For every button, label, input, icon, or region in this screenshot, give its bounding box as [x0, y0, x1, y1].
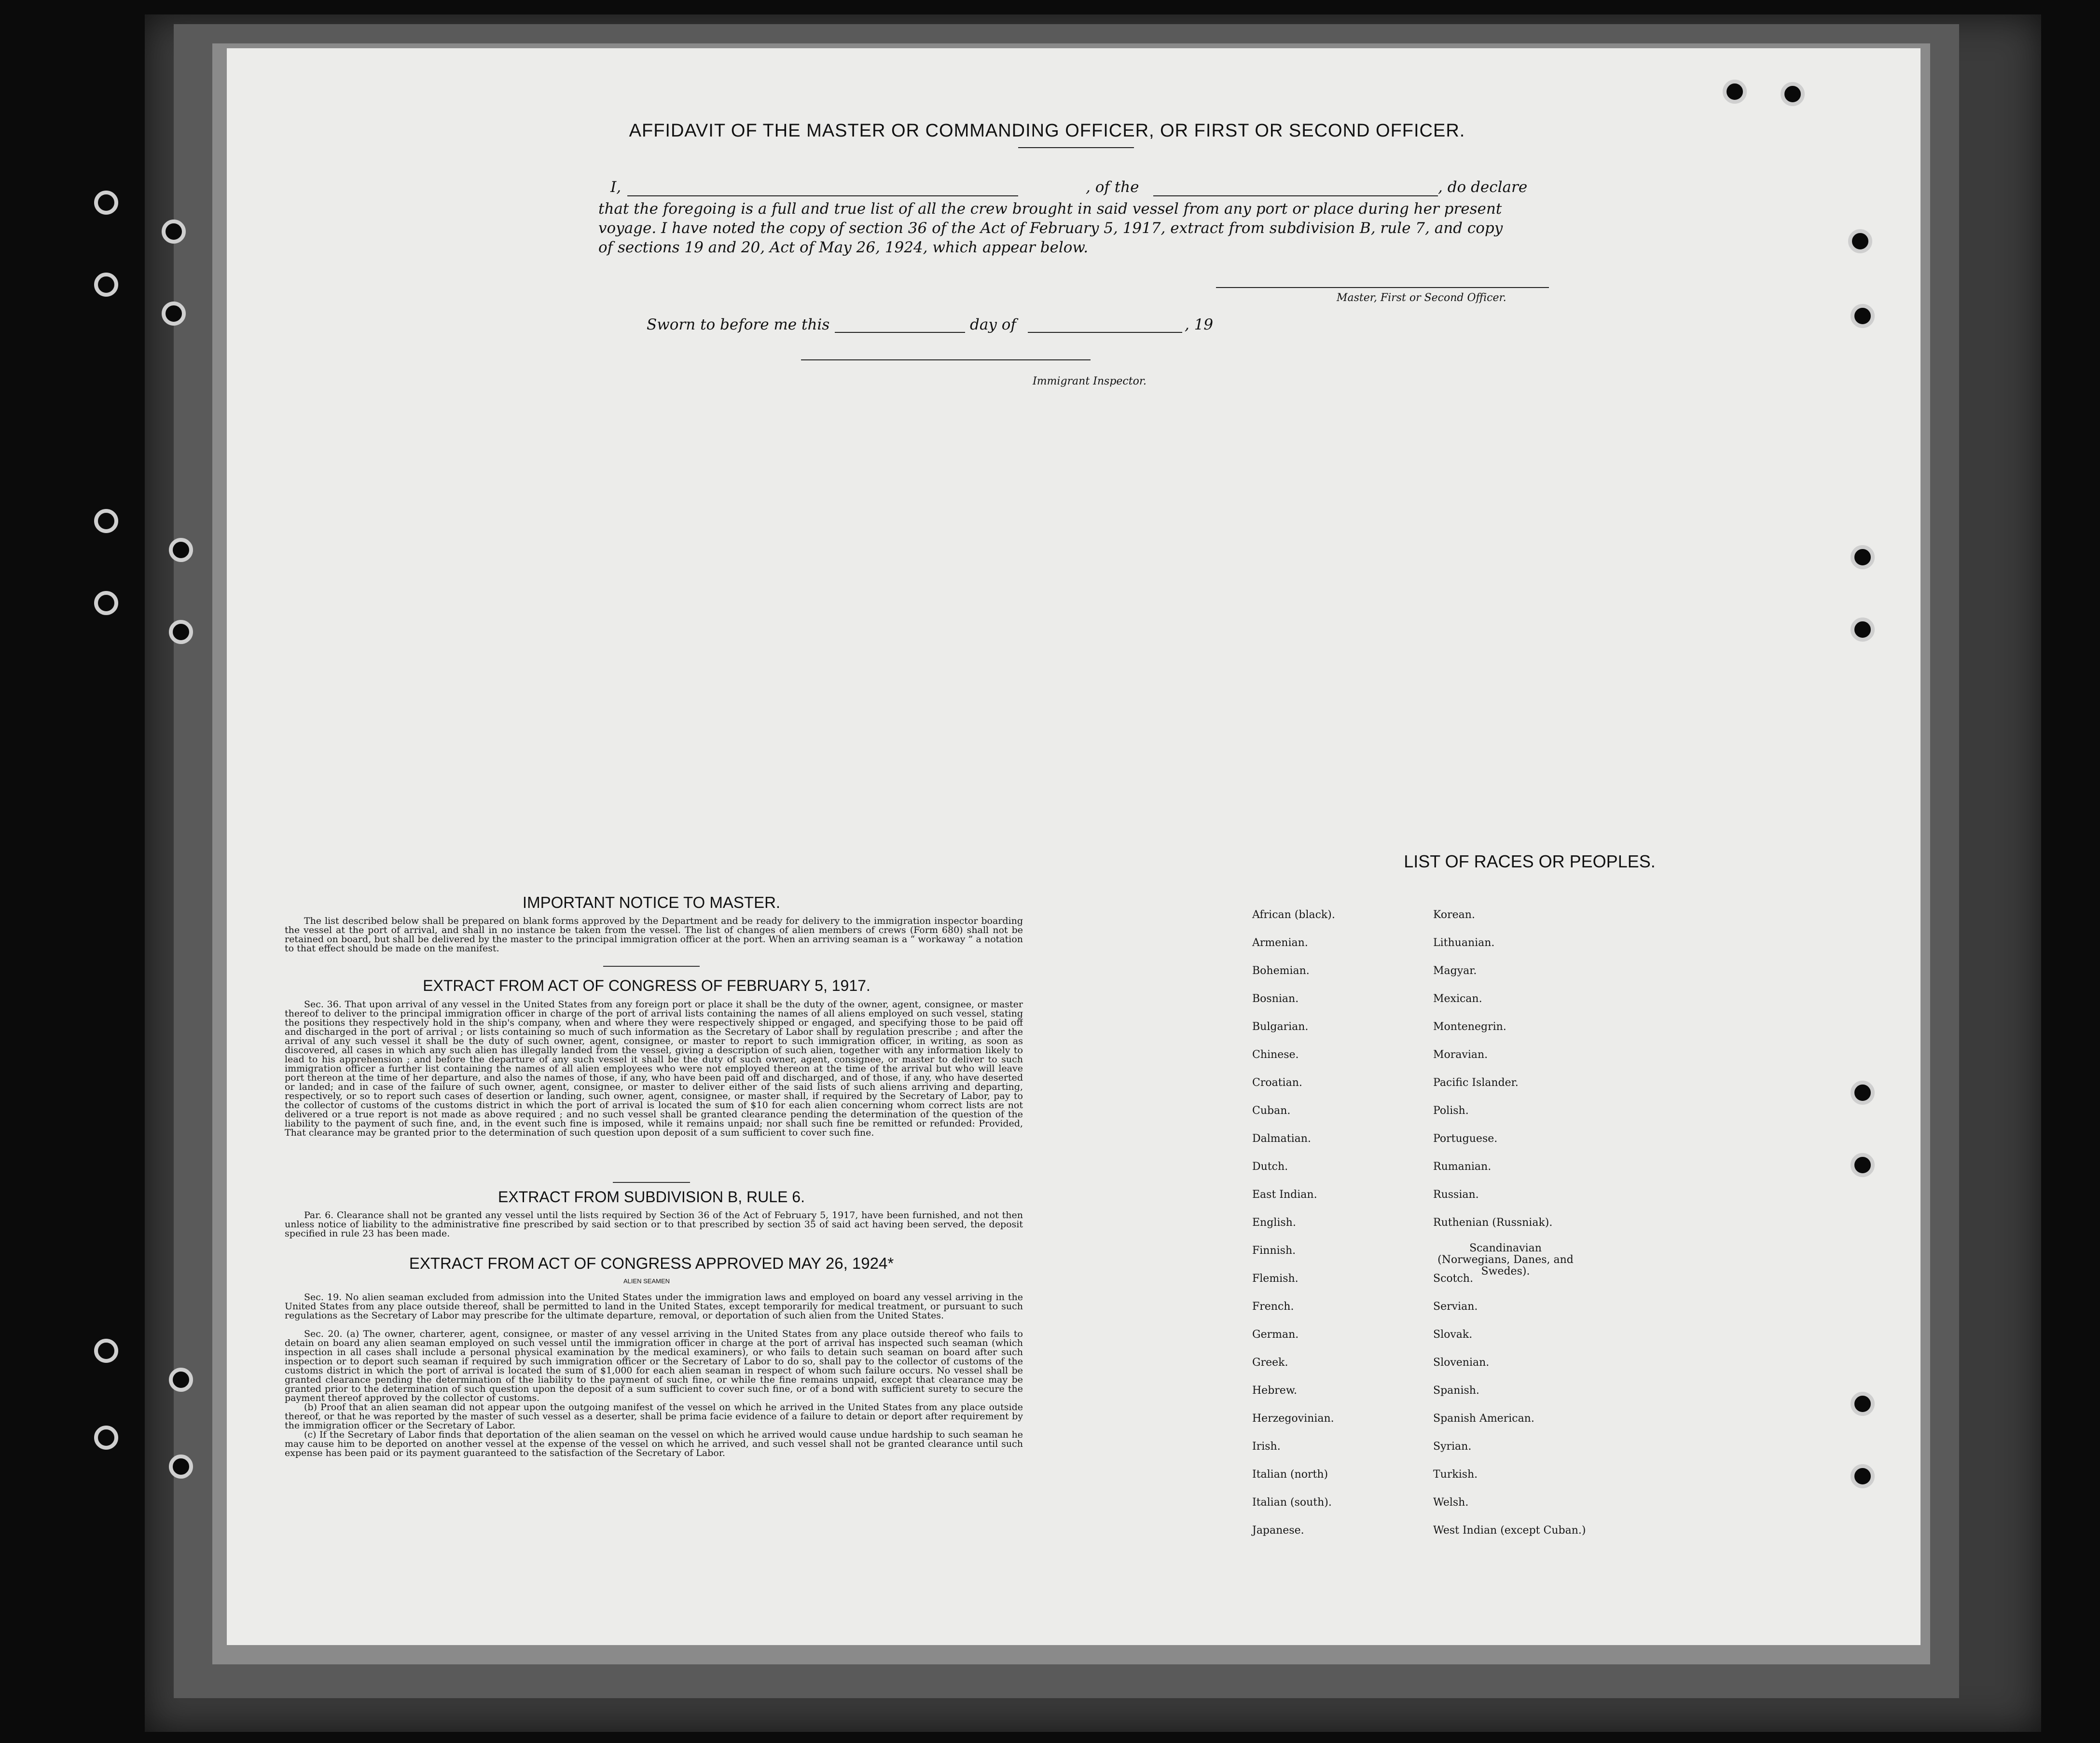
race-left-item: Bohemian.	[1252, 965, 1310, 977]
page-hole	[1851, 618, 1875, 642]
extract-1924-title: EXTRACT FROM ACT OF CONGRESS APPROVED MAY 26, 1924*	[409, 1254, 894, 1272]
day-of-label: day of	[970, 316, 1016, 333]
race-left-item: Armenian.	[1252, 937, 1308, 949]
page-hole	[1851, 1392, 1875, 1416]
race-left-item: Hebrew.	[1252, 1385, 1298, 1397]
race-right-item: Scotch.	[1433, 1273, 1473, 1285]
binder-hole	[94, 273, 118, 297]
notice-title: IMPORTANT NOTICE TO MASTER.	[522, 893, 781, 911]
notice-body: The list described below shall be prepared on blank forms approved by the Department and be ready for delivery to the immigration inspector boarding the vessel at the port of arrival, and shall in no instance be taken from the vessel. The list of changes of alien members of crews (Form 680) shall not be retained on board, but shall be delivered by the master to the principal immigration officer at the port. When an arriving seaman is a “ workaway ” a notation to that effect should be made on the manifest.	[285, 917, 1023, 954]
page-hole	[1851, 1153, 1875, 1177]
binder-hole	[94, 509, 118, 533]
race-left-item: Cuban.	[1252, 1105, 1291, 1117]
race-left-item: Irish.	[1252, 1441, 1281, 1453]
binder-hole	[94, 1339, 118, 1363]
race-right-item: Portuguese.	[1433, 1133, 1498, 1145]
extract-1924-sec20c: (c) If the Secretary of Labor finds that deportation of the alien seaman on the vessel on which he arrived would cause undue hardship to such seaman he may cause him to be deported on another vessel at the expense of the vessel on which he arrived, and such vessel shall not be granted clearance until such expense has been paid or its payment guaranteed to the satisfaction of the Secretary of Labor.	[285, 1430, 1023, 1458]
race-left-item: Chinese.	[1252, 1049, 1299, 1061]
extract-rule6-title: EXTRACT FROM SUBDIVISION B, RULE 6.	[498, 1188, 805, 1206]
binder-hole	[94, 591, 118, 615]
race-left-item: Dalmatian.	[1252, 1133, 1311, 1145]
binder-hole	[169, 620, 193, 644]
sworn-month-field[interactable]	[1028, 332, 1182, 333]
binder-hole	[162, 220, 186, 244]
race-right-item: Slovak.	[1433, 1329, 1473, 1341]
race-right-item: Russian.	[1433, 1189, 1479, 1201]
race-left-item: Italian (north)	[1252, 1469, 1328, 1481]
race-right-item: Mexican.	[1433, 993, 1482, 1005]
sworn-prefix: Sworn to before me this	[647, 316, 830, 333]
extract-1924-sec20b: (b) Proof that an alien seaman did not appear upon the outgoing manifest of the vessel on which he arrived in the United States from any place outside thereof, or that he was reported by the master of such vessel as a deserter, shall be prima facie evidence of a failure to detain or deport after requirement by the immigration officer or the Secretary of Labor.	[285, 1403, 1023, 1430]
race-right-item: West Indian (except Cuban.)	[1433, 1524, 1586, 1537]
race-right-item: Scandinavian (Norwegians, Danes, and Swedes).	[1437, 1242, 1574, 1277]
signature-label: Master, First or Second Officer.	[1337, 292, 1506, 304]
race-left-item: Herzegovinian.	[1252, 1413, 1334, 1425]
document-page	[227, 48, 1920, 1645]
binder-hole	[94, 1426, 118, 1450]
race-right-item: Montenegrin.	[1433, 1021, 1506, 1033]
race-right-item: Lithuanian.	[1433, 937, 1495, 949]
races-title: LIST OF RACES OR PEOPLES.	[1404, 851, 1656, 871]
binder-hole	[162, 302, 186, 326]
race-left-item: East Indian.	[1252, 1189, 1317, 1201]
race-right-item: Syrian.	[1433, 1441, 1472, 1453]
sworn-day-field[interactable]	[835, 332, 965, 333]
binder-hole	[169, 1368, 193, 1392]
affidavit-body-line2: voyage. I have noted the copy of section 36 of the Act of February 5, 1917, extract from subdivision B, rule 7, and copy	[598, 220, 1503, 237]
extract-1924-sec19: Sec. 19. No alien seaman excluded from admission into the United States under the immigration laws and employed on board any vessel arriving in the United States from any place outside thereof, shall be permitted to land in the United States, except temporarily for medical treatment, or pursuant to such regulations as the Secretary of Labor may prescribe for the ultimate departure, removal, or deportation of such alien from the United States.	[285, 1293, 1023, 1321]
race-left-item: Italian (south).	[1252, 1496, 1332, 1509]
declarant-prefix: I,	[610, 178, 622, 196]
extract-1924-subtitle: ALIEN SEAMEN	[623, 1277, 670, 1285]
affidavit-body-line3: of sections 19 and 20, Act of May 26, 1924, which appear below.	[598, 239, 1089, 256]
race-left-item: African (black).	[1252, 909, 1335, 921]
page-hole	[1851, 545, 1875, 569]
year-label: , 19	[1185, 316, 1214, 333]
page-hole	[1851, 304, 1875, 328]
race-left-item: Dutch.	[1252, 1161, 1288, 1173]
vessel-name-field[interactable]	[1153, 195, 1438, 196]
section-divider	[613, 1182, 690, 1183]
race-right-item: Turkish.	[1433, 1469, 1478, 1481]
race-right-item: Slovenian.	[1433, 1357, 1490, 1369]
affidavit-body-line1: that the foregoing is a full and true list of all the crew brought in said vessel from any port or place during her present	[598, 200, 1502, 218]
title-rule	[1018, 147, 1134, 148]
race-left-item: English.	[1252, 1217, 1296, 1229]
of-the-label: , of the	[1086, 178, 1139, 196]
race-right-item: Spanish American.	[1433, 1413, 1534, 1425]
page-hole	[1848, 229, 1872, 253]
declarant-name-field[interactable]	[627, 195, 1018, 196]
binder-hole	[169, 538, 193, 562]
binder-hole	[94, 191, 118, 215]
race-right-item: Servian.	[1433, 1301, 1478, 1313]
race-left-item: Greek.	[1252, 1357, 1288, 1369]
race-right-item: Magyar.	[1433, 965, 1477, 977]
page-hole	[1723, 80, 1747, 104]
extract-rule6-body: Par. 6. Clearance shall not be granted any vessel until the lists required by Section 36 of the Act of February 5, 1917, have been furnished, and not then unless notice of liability to the administrative fine prescribed by said section or to that prescribed by section 35 of said act having been served, the deposit specified in rule 23 has been made.	[285, 1211, 1023, 1239]
race-left-item: French.	[1252, 1301, 1294, 1313]
race-left-item: Japanese.	[1252, 1524, 1304, 1537]
section-divider	[603, 966, 700, 967]
page-hole	[1851, 1464, 1875, 1488]
race-right-item: Ruthenian (Russniak).	[1433, 1217, 1553, 1229]
race-right-item: Welsh.	[1433, 1496, 1469, 1509]
race-left-item: Bulgarian.	[1252, 1021, 1309, 1033]
race-right-item: Korean.	[1433, 909, 1475, 921]
race-left-item: Croatian.	[1252, 1077, 1302, 1089]
inspector-label: Immigrant Inspector.	[1033, 375, 1147, 387]
inspector-signature-line[interactable]	[801, 359, 1091, 360]
race-right-item: Polish.	[1433, 1105, 1469, 1117]
page-hole	[1781, 82, 1805, 106]
race-right-item: Pacific Islander.	[1433, 1077, 1519, 1089]
race-right-item: Rumanian.	[1433, 1161, 1492, 1173]
extract-1917-body: Sec. 36. That upon arrival of any vessel in the United States from any foreign port or place it shall be the duty of the owner, agent, consignee, or master thereof to deliver to the principal immigration officer in charge of the port of arrival lists containing the names of all aliens employed on such vessel, stating the positions they respectively hold in the ship's company, when and where they were respectively shipped or engaged, and specifying those to be paid off and discharged in the port of arrival ; or lists containing so much of such information as the Secretary of Labor shall by regulation prescribe ; and after the arrival of any such vessel it shall be the duty of such owner, agent, consignee, or master to report to such immigration officer, in writing, as soon as discovered, all cases in which any such alien has illegally landed from the vessel, giving a description of such alien, together with any information likely to lead to his apprehension ; and before the departure of any such vessel it shall be the duty of such owner, agent, consignee, or master to deliver to such immigration officer a further list containing the names of all alien employees who were not employed thereon at the time of the arrival but who will leave port thereon at the time of her departure, and also the names of those, if any, who have been paid off and discharged, and of those, if any, who have deserted or landed; and in case of the failure of such owner, agent, consignee, or master to deliver either of the said lists of such aliens arriving and departing, respectively, or so to report such cases of desertion or landing, such owner, agent, consignee, or master shall, if required by the Secretary of Labor, pay to the collector of customs of the customs district in which the port of arrival is located the sum of $10 for each alien concerning whom correct lists are not delivered or a true report is not made as above required ; and no such vessel shall be granted clearance pending the determination of the question of the liability to the payment of such fine, and, in the event such fine is imposed, while it remains unpaid; nor shall such fine be remitted or refunded: Provided, That clearance may be granted prior to the determination of such question upon deposit of a sum sufficient to cover such fine.	[285, 1000, 1023, 1138]
do-declare-label: , do declare	[1438, 178, 1528, 196]
affidavit-title: AFFIDAVIT OF THE MASTER OR COMMANDING OFFICER, OR FIRST OR SECOND OFFICER.	[629, 121, 1465, 141]
extract-1917-title: EXTRACT FROM ACT OF CONGRESS OF FEBRUARY 5, 1917.	[423, 977, 870, 994]
race-left-item: German.	[1252, 1329, 1299, 1341]
race-right-item: Moravian.	[1433, 1049, 1488, 1061]
extract-1924-sec20a: Sec. 20. (a) The owner, charterer, agent, consignee, or master of any vessel arriving in the United States from any place outside thereof who fails to detain on board any alien seaman employed on such vessel until the immigration officer in charge at the port of arrival has inspected such seaman (which inspection in all cases shall include a personal physical examination by the medical examiners), or who fails to detain such seaman on board after such inspection or to deport such seaman if required by such immigration officer or the Secretary of Labor to do so, shall pay to the collector of customs of the customs district in which the port of arrival is located the sum of $1,000 for each alien seaman in respect of whom such failure occurs. No vessel shall be granted clearance pending the determination of the liability to the payment of such fine, or while the fine remains unpaid, except that clearance may be granted prior to the determination of such question upon the deposit of a sum sufficient to cover such fine, or of a bond with sufficient surety to secure the payment thereof approved by the collector of customs.	[285, 1330, 1023, 1403]
binder-hole	[169, 1455, 193, 1479]
race-right-item: Spanish.	[1433, 1385, 1479, 1397]
race-left-item: Finnish.	[1252, 1245, 1296, 1257]
race-left-item: Bosnian.	[1252, 993, 1299, 1005]
signature-line[interactable]	[1216, 287, 1549, 288]
race-left-item: Flemish.	[1252, 1273, 1299, 1285]
page-hole	[1851, 1081, 1875, 1105]
